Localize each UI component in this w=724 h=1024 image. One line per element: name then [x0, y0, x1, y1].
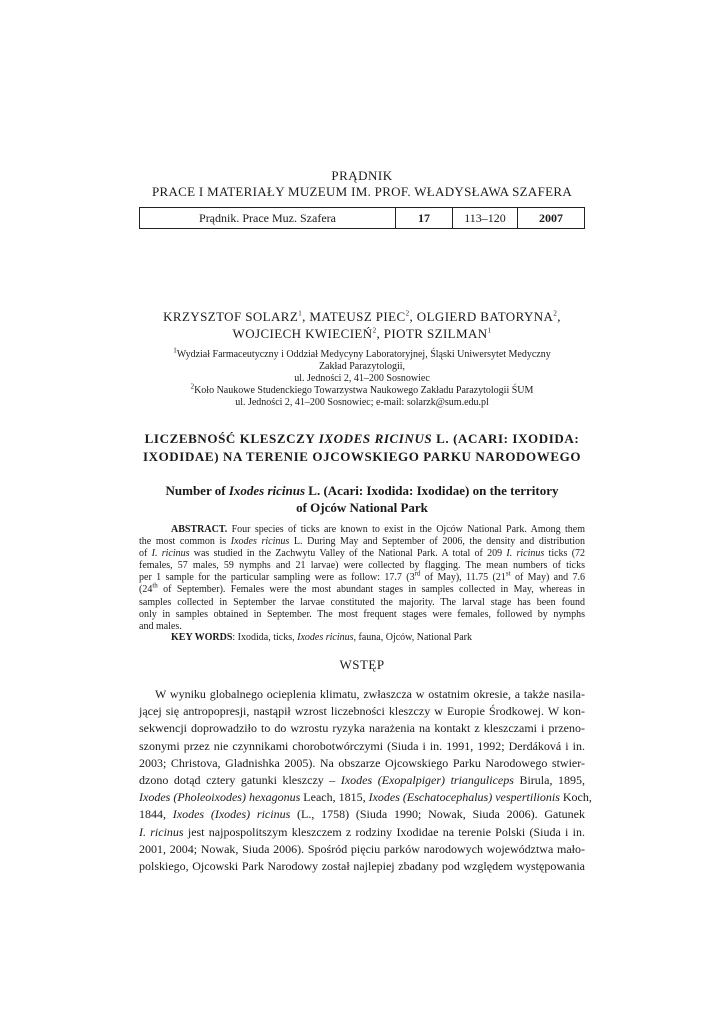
paragraph-line	[139, 789, 592, 806]
title-text: L. (Acari: Ixodida: Ixodidae) on the territory	[305, 483, 559, 498]
author-line	[0, 325, 724, 342]
citation-pages: 113–120	[453, 208, 518, 228]
species-name: Ixodes (Pholeoixodes) hexagonus	[139, 790, 301, 805]
paragraph-line: sekwencji doprowadziło to do wzrostu ryzyka narażenia na kontakt z kleszczami i przeno-	[139, 721, 585, 736]
affiliation-marker: 2	[553, 309, 558, 318]
affiliation-line: ul. Jedności 2, 41–200 Sosnowiec; e-mail: solarzk@sum.edu.pl	[235, 397, 489, 408]
species-name: Ixodes (Eschatocephalus) vespertilionis	[368, 790, 560, 805]
ordinal-suffix: st	[505, 570, 511, 579]
affiliation-line: Zakład Parazytologii,	[318, 361, 406, 372]
author-list	[0, 308, 724, 342]
affiliations	[0, 346, 724, 409]
title-polish	[0, 430, 724, 466]
abstract-text: Four species of ticks are known to exist in the Ojców National Park. Among them	[227, 524, 585, 535]
abstract-text: only in samples obtained in September. The most frequent stages were females, followed by nymphs	[139, 608, 585, 620]
paragraph-text: (L., 1758) (Siuda 1990; Nowak, Siuda 2006). Gatunek	[290, 807, 585, 822]
paragraph-line	[139, 806, 585, 823]
paragraph-line: 2001, 2004; Nowak, Siuda 2006). Spośród pięciu parków narodowych województwa mało-	[139, 841, 585, 856]
affiliation-text: Wydział Farmaceutyczny i Oddział Medycyny Laboratoryjnej, Śląski Uniwersytet Medyczny	[176, 349, 551, 360]
paragraph-text: Leach, 1815,	[300, 790, 369, 805]
paragraph-text: Birula, 1895,	[513, 773, 585, 788]
species-name: Ixodes ricinus	[230, 536, 290, 548]
paragraph-line: 2003; Christova, Gladnishka 2005). Na obszarze Ojcowskiego Parku Narodowego stwier-	[139, 755, 585, 770]
keywords-text: , fauna, Ojców, National Park	[353, 632, 472, 643]
author-name: , MATEUSZ PIEC	[302, 309, 406, 324]
title-english	[0, 482, 724, 516]
paragraph-line: polskiego, Ojcowski Park Narodowy został najlepiej zbadany pod względem występowania	[139, 859, 585, 874]
title-text: LICZEBNOŚĆ KLESZCZY	[144, 431, 319, 446]
paragraph-line: jącej się antropopresji, nastąpił wzrost liczebności kleszczy w Europie Środkowej. W kon-	[139, 704, 585, 719]
abstract-text: of	[139, 548, 152, 560]
journal-series: PRACE I MATERIAŁY MUZEUM IM. PROF. WŁADYSŁAWA SZAFERA	[151, 184, 573, 199]
author-name: KRZYSZTOF SOLARZ	[163, 309, 299, 324]
affiliation-line: ul. Jedności 2, 41–200 Sosnowiec	[294, 373, 430, 384]
title-text: IXODIDAE) NA TERENIE OJCOWSKIEGO PARKU NARODOWEGO	[142, 449, 582, 464]
species-name: I. ricinus	[139, 824, 184, 839]
affiliation-text: Koło Naukowe Studenckiego Towarzystwa Naukowego Zakładu Parazytologii ŚUM	[194, 385, 534, 396]
species-name: Ixodes (Exopalpiger) trianguliceps	[340, 773, 514, 788]
author-name: , PIOTR SZILMAN	[376, 326, 488, 341]
abstract-text: L. During May and September of 2006, the density and distribution	[289, 536, 585, 548]
author-line	[0, 308, 724, 325]
affiliation-marker: 2	[190, 382, 195, 391]
abstract-text: the most common is	[139, 536, 231, 548]
citation-volume: 17	[396, 208, 453, 228]
title-text: L. (ACARI: IXODIDA:	[432, 431, 580, 446]
title-text: of Ojców National Park	[296, 500, 428, 515]
affiliation-line	[0, 382, 724, 397]
paragraph-text: Koch,	[559, 790, 592, 805]
paragraph-text: jest najpospolitszym kleszczem z rodziny Ixodidae na terenie Polski (Siuda i in.	[183, 824, 585, 839]
title-text: Number of	[165, 483, 229, 498]
author-separator: ,	[557, 309, 561, 324]
abstract-text: of September). Females were the most abundant stages in samples collected in May, whereas in	[157, 584, 585, 596]
citation-year: 2007	[539, 210, 563, 225]
species-name: IXODES RICINUS	[318, 431, 433, 446]
ordinal-suffix: th	[152, 582, 158, 591]
paragraph-text: 1844,	[139, 807, 173, 822]
keywords-text: : Ixodida, ticks,	[232, 632, 298, 643]
affiliation-marker: 2	[405, 309, 410, 318]
abstract-text: of May) and 7.6	[510, 572, 586, 584]
species-name: Ixodes ricinus	[297, 632, 354, 643]
abstract-text: (24	[139, 584, 153, 596]
abstract-text: per 1 sample for the particular sampling were as follow: 17.7 (3	[139, 572, 415, 584]
species-name: Ixodes ricinus	[228, 483, 306, 498]
affiliation-marker: 1	[173, 346, 177, 355]
citation-journal-abbrev: Prądnik. Prace Muz. Szafera	[140, 208, 396, 228]
affiliation-marker: 1	[487, 326, 492, 335]
species-name: I. ricinus	[506, 548, 545, 560]
author-name: WOJCIECH KWIECIEŃ	[232, 326, 373, 341]
abstract-label: ABSTRACT.	[171, 524, 228, 535]
paragraph-line: szonymi przez nie czynnikami chorobotwórczymi (Siuda i in. 1991, 1992; Derdáková i in.	[139, 738, 585, 753]
journal-name: PRĄDNIK	[331, 168, 393, 183]
paragraph-line	[139, 824, 585, 841]
ordinal-suffix: rd	[414, 570, 421, 579]
section-heading: WSTĘP	[339, 657, 385, 672]
citation-box	[139, 207, 585, 229]
abstract-text: and males.	[139, 620, 182, 632]
affiliation-marker: 1	[298, 309, 303, 318]
author-name: , OLGIERD BATORYNA	[409, 309, 554, 324]
paragraph-text: dzono dotąd cztery gatunki kleszczy –	[139, 773, 341, 788]
abstract-text: of May), 11.75 (21	[420, 572, 506, 584]
body-text	[139, 686, 592, 875]
keywords-label: KEY WORDS	[171, 632, 233, 643]
affiliation-marker: 2	[372, 326, 377, 335]
abstract-text: females, 57 males, 59 nymphs and 21 larvae) were collected by flagging. The mean numbers of ticks	[139, 560, 585, 572]
abstract-text: ticks (72	[544, 548, 586, 560]
paragraph-line: W wyniku globalnego ocieplenia klimatu, zwłaszcza w ostatnim okresie, a także nasila-	[155, 687, 585, 701]
keywords	[171, 632, 472, 644]
species-name: Ixodes (Ixodes) ricinus	[172, 807, 291, 822]
abstract-text: samples collected in September the larvae constituted the majority. The larval stage has been found	[139, 596, 585, 608]
species-name: I. ricinus	[151, 548, 190, 560]
abstract	[139, 524, 585, 633]
affiliation-line	[0, 346, 724, 361]
abstract-text: was studied in the Zachwytu Valley of the National Park. A total of 209	[189, 548, 507, 560]
paragraph-line	[139, 772, 585, 789]
